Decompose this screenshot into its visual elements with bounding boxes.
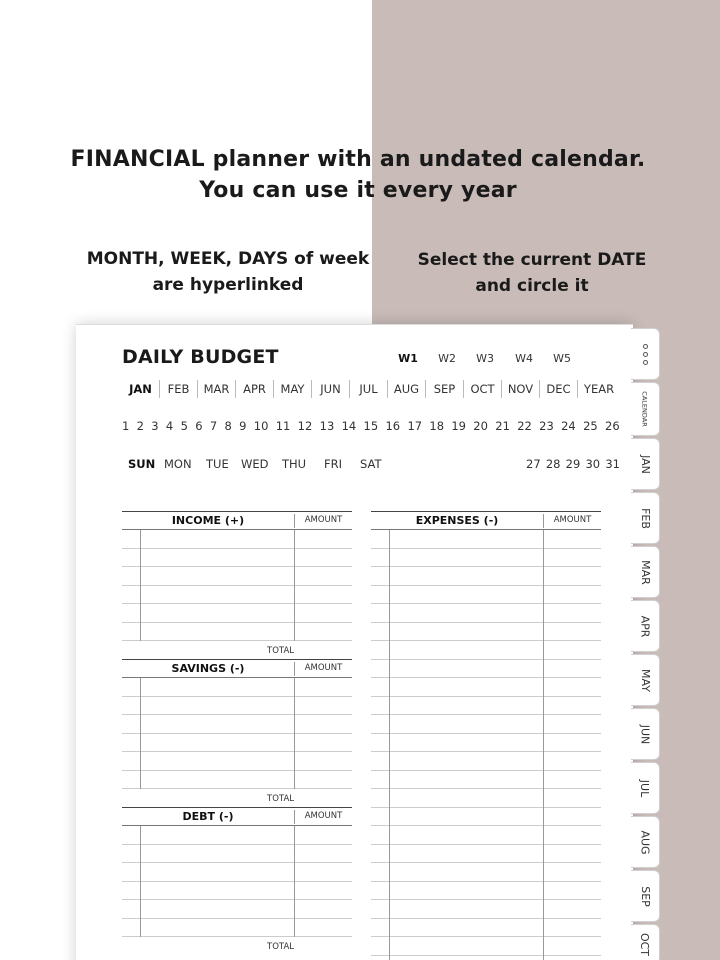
tab-feb-label: FEB — [638, 507, 652, 529]
month-link-sep[interactable]: SEP — [426, 380, 464, 398]
debt-header — [122, 807, 352, 826]
tab-jul-label: JUL — [638, 779, 652, 797]
day-number[interactable]: 12 — [297, 419, 313, 433]
day-number[interactable]: 4 — [165, 419, 174, 433]
caption-left-line-1: MONTH, WEEK, DAYS of week — [86, 249, 370, 269]
weekday-link-mon[interactable]: MON — [164, 457, 192, 471]
month-link-jan[interactable]: JAN — [122, 380, 160, 398]
debt-section — [122, 807, 352, 955]
month-link-year[interactable]: YEAR — [583, 382, 615, 396]
day-number[interactable]: 29 — [565, 457, 581, 471]
expenses-row[interactable] — [371, 826, 601, 845]
tab-jul[interactable] — [631, 762, 660, 814]
headline — [0, 144, 716, 206]
expenses-row[interactable] — [371, 863, 601, 882]
debt-row[interactable] — [122, 826, 352, 845]
headline-line-1: FINANCIAL planner with an undated calendar. — [70, 147, 646, 172]
tab-apr[interactable] — [631, 600, 660, 652]
month-link-nov[interactable]: NOV — [502, 380, 540, 398]
savings-total-label: TOTAL — [267, 794, 294, 804]
day-numbers — [122, 419, 620, 433]
day-number[interactable]: 14 — [341, 419, 357, 433]
debt-row[interactable] — [122, 919, 352, 938]
savings-header — [122, 659, 352, 678]
debt-row[interactable] — [122, 845, 352, 864]
day-number[interactable]: 8 — [224, 419, 232, 433]
caption-right-line-2: and circle it — [475, 276, 589, 296]
day-number[interactable]: 31 — [605, 457, 620, 471]
weekday-link-fri[interactable]: FRI — [324, 457, 342, 471]
planner-page — [76, 324, 633, 960]
month-link-oct[interactable]: OCT — [464, 380, 502, 398]
expenses-row[interactable] — [371, 789, 601, 808]
day-numbers-tail — [526, 457, 620, 471]
tab-sep[interactable] — [631, 870, 660, 922]
day-number[interactable]: 6 — [195, 419, 203, 433]
expenses-row[interactable] — [371, 549, 601, 568]
debt-rows — [122, 826, 352, 937]
right-column — [371, 511, 601, 956]
savings-row[interactable] — [122, 752, 352, 771]
weekday-link-wed[interactable]: WED — [241, 457, 269, 471]
expenses-row[interactable] — [371, 919, 601, 938]
weekday-link-sat[interactable]: SAT — [360, 457, 382, 471]
day-number[interactable]: 20 — [473, 419, 488, 433]
tab-may[interactable] — [631, 654, 660, 706]
debt-total-label: TOTAL — [267, 942, 294, 952]
income-row[interactable] — [122, 567, 352, 586]
day-number[interactable]: 13 — [319, 419, 335, 433]
month-link-mar[interactable]: MAR — [198, 380, 236, 398]
day-number[interactable]: 15 — [363, 419, 379, 433]
expenses-section — [371, 511, 601, 956]
expenses-rows — [371, 530, 601, 956]
expenses-row[interactable] — [371, 715, 601, 734]
tab-may-label: MAY — [638, 668, 652, 692]
day-number[interactable]: 28 — [545, 457, 561, 471]
day-number[interactable]: 27 — [526, 457, 541, 471]
income-row[interactable] — [122, 530, 352, 549]
tab-apr-label: APR — [638, 615, 652, 637]
income-section — [122, 511, 352, 659]
weekday-link-sun[interactable]: SUN — [128, 457, 156, 471]
tab-mar-label: MAR — [638, 559, 652, 585]
expenses-row[interactable] — [371, 530, 601, 549]
week-link-w4[interactable]: W4 — [515, 352, 533, 365]
tab-oct[interactable] — [631, 924, 660, 960]
weekday-link-thu[interactable]: THU — [282, 457, 307, 471]
debt-row[interactable] — [122, 900, 352, 919]
expenses-row[interactable] — [371, 771, 601, 790]
week-links — [76, 352, 633, 368]
day-number[interactable]: 3 — [151, 419, 159, 433]
month-link-apr[interactable]: APR — [236, 380, 274, 398]
tab-oct-label: OCT — [638, 932, 652, 956]
income-header — [122, 511, 352, 530]
day-number[interactable]: 16 — [385, 419, 401, 433]
savings-row[interactable] — [122, 678, 352, 697]
week-link-w5[interactable]: W5 — [553, 352, 571, 365]
expenses-row[interactable] — [371, 678, 601, 697]
month-links — [122, 380, 620, 398]
day-number[interactable]: 1 — [122, 419, 130, 433]
debt-amount-header: AMOUNT — [294, 810, 352, 824]
menu-tab[interactable] — [631, 328, 660, 380]
income-title: INCOME (+) — [171, 514, 245, 527]
income-amount-header: AMOUNT — [294, 514, 352, 528]
day-number[interactable]: 24 — [561, 419, 576, 433]
tab-calendar-label: CALENDAR — [641, 391, 649, 427]
month-link-dec[interactable]: DEC — [540, 380, 578, 398]
tab-mar[interactable] — [631, 546, 660, 598]
debt-row[interactable] — [122, 882, 352, 901]
day-number[interactable]: 7 — [209, 419, 218, 433]
tab-jun[interactable] — [631, 708, 660, 760]
day-number[interactable]: 21 — [495, 419, 510, 433]
day-number[interactable]: 30 — [585, 457, 601, 471]
caption-left-line-2: are hyperlinked — [152, 275, 304, 295]
income-row[interactable] — [122, 604, 352, 623]
expenses-row[interactable] — [371, 900, 601, 919]
savings-rows — [122, 678, 352, 789]
savings-title: SAVINGS (-) — [171, 662, 245, 675]
week-link-w1[interactable]: W1 — [398, 352, 418, 365]
day-number[interactable]: 2 — [136, 419, 144, 433]
month-link-may[interactable]: MAY — [274, 380, 312, 398]
dots-icon — [643, 344, 648, 365]
caption-hyperlinks — [80, 246, 376, 298]
day-number[interactable]: 11 — [275, 419, 291, 433]
debt-row[interactable] — [122, 863, 352, 882]
day-number[interactable]: 5 — [180, 419, 188, 433]
savings-row[interactable] — [122, 715, 352, 734]
expenses-row[interactable] — [371, 882, 601, 901]
savings-section — [122, 659, 352, 807]
side-tabs — [631, 324, 663, 960]
expenses-row[interactable] — [371, 734, 601, 753]
month-link-jul[interactable]: JUL — [350, 380, 388, 398]
left-column — [122, 511, 352, 955]
income-rows — [122, 530, 352, 641]
savings-row[interactable] — [122, 734, 352, 753]
week-link-w2[interactable]: W2 — [438, 352, 456, 365]
tab-calendar[interactable] — [631, 382, 660, 436]
day-number[interactable]: 18 — [429, 419, 445, 433]
tab-jan[interactable] — [631, 438, 660, 490]
tab-sep-label: SEP — [638, 885, 652, 907]
headline-line-2: You can use it every year — [199, 178, 517, 203]
savings-amount-header: AMOUNT — [294, 662, 352, 676]
day-number[interactable]: 23 — [539, 419, 554, 433]
day-number[interactable]: 26 — [605, 419, 620, 433]
caption-select-date — [396, 247, 668, 299]
weekday-links — [122, 457, 392, 473]
income-row[interactable] — [122, 586, 352, 605]
page-title: DAILY BUDGET — [122, 346, 279, 368]
expenses-row[interactable] — [371, 752, 601, 771]
day-number[interactable]: 22 — [517, 419, 532, 433]
expenses-row[interactable] — [371, 808, 601, 827]
expenses-row[interactable] — [371, 937, 601, 956]
savings-row[interactable] — [122, 771, 352, 790]
expenses-row[interactable] — [371, 697, 601, 716]
expenses-row[interactable] — [371, 660, 601, 679]
expenses-row[interactable] — [371, 586, 601, 605]
day-number[interactable]: 9 — [239, 419, 247, 433]
tab-aug-label: AUG — [638, 829, 652, 855]
month-link-jun[interactable]: JUN — [312, 380, 350, 398]
income-row[interactable] — [122, 623, 352, 642]
month-link-aug[interactable]: AUG — [388, 380, 426, 398]
weekday-link-tue[interactable]: TUE — [206, 457, 229, 471]
expenses-row[interactable] — [371, 845, 601, 864]
day-number[interactable]: 17 — [407, 419, 423, 433]
day-number[interactable]: 19 — [451, 419, 466, 433]
tab-jan-label: JAN — [638, 454, 652, 474]
debt-title: DEBT (-) — [182, 810, 234, 823]
expenses-row[interactable] — [371, 623, 601, 642]
expenses-header — [371, 511, 601, 530]
expenses-row[interactable] — [371, 641, 601, 660]
tab-feb[interactable] — [631, 492, 660, 544]
day-number[interactable]: 10 — [253, 419, 269, 433]
savings-row[interactable] — [122, 697, 352, 716]
income-row[interactable] — [122, 549, 352, 568]
caption-right-line-1: Select the current DATE — [417, 250, 647, 270]
tab-jun-label: JUN — [638, 724, 652, 744]
week-link-w3[interactable]: W3 — [476, 352, 494, 365]
month-link-feb[interactable]: FEB — [160, 380, 198, 398]
expenses-title: EXPENSES (-) — [415, 514, 499, 527]
expenses-row[interactable] — [371, 604, 601, 623]
day-number[interactable]: 25 — [583, 419, 598, 433]
income-total-label: TOTAL — [267, 646, 294, 656]
expenses-row[interactable] — [371, 567, 601, 586]
tab-aug[interactable] — [631, 816, 660, 868]
expenses-amount-header: AMOUNT — [543, 514, 601, 528]
